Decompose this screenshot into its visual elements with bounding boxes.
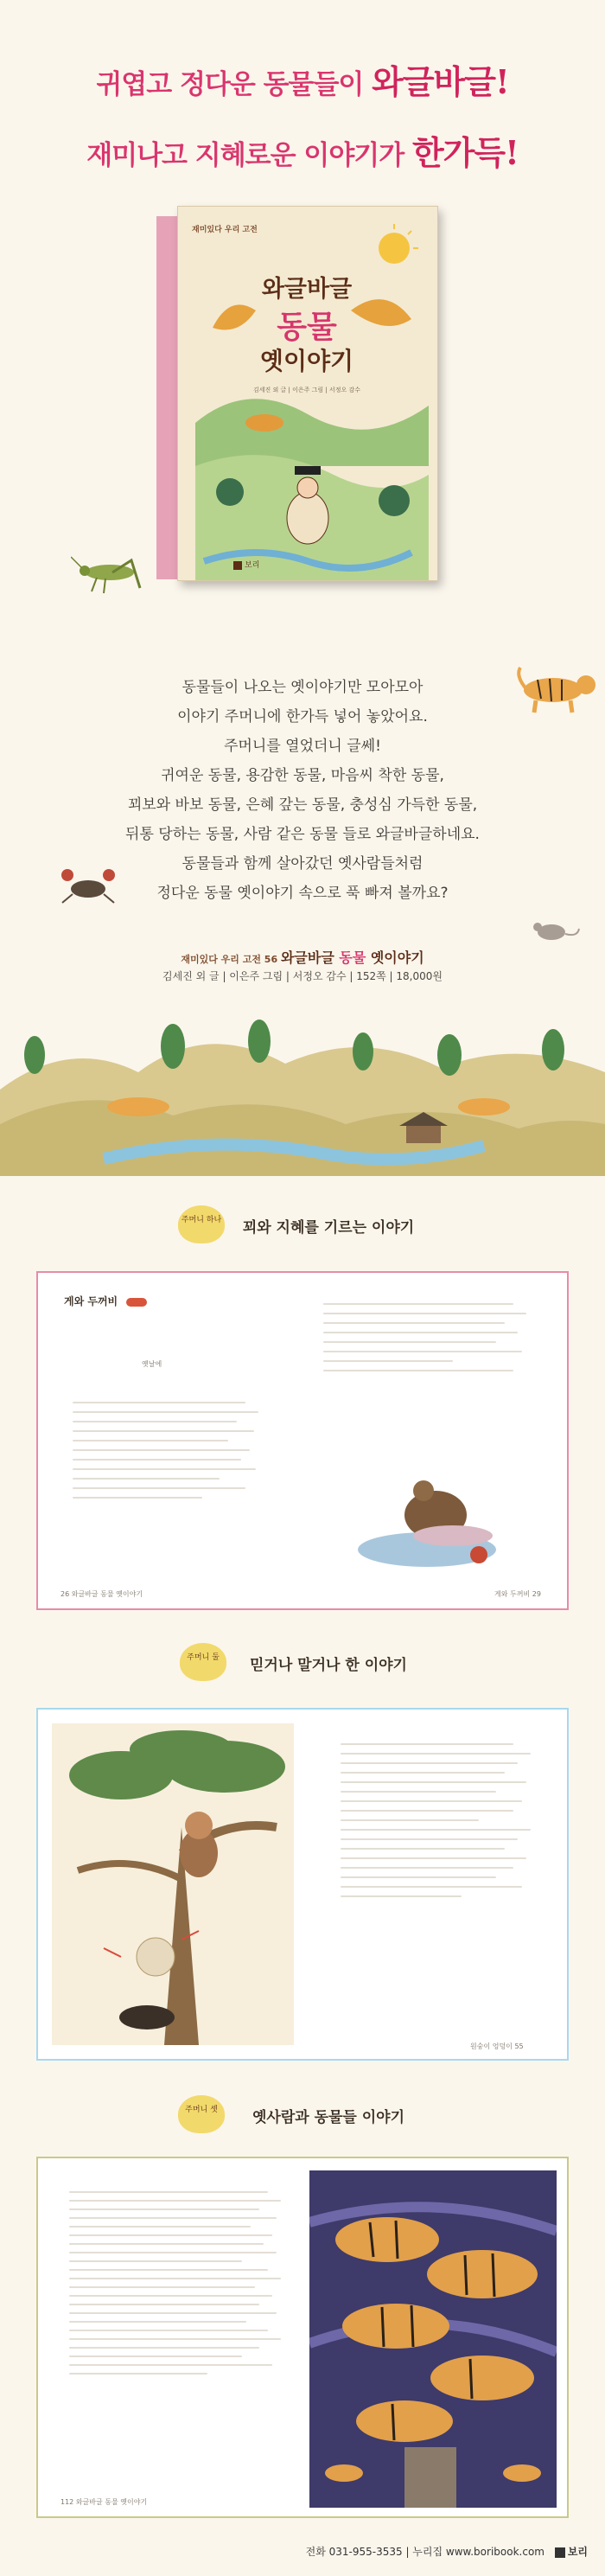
spread2-right-body (341, 1735, 548, 1905)
book-info-series: 재미있다 우리 고전 56 (181, 954, 281, 965)
publisher-logo-icon (233, 561, 242, 570)
cover-title-line3: 옛이야기 (259, 347, 354, 375)
spread3-page-left: 112 와글바글 동물 옛이야기 (60, 2498, 148, 2506)
book-info-title-a: 와글바글 (280, 949, 340, 966)
spread1-frame (36, 1271, 569, 1610)
spread3-left-body (69, 2184, 294, 2381)
spread1-page-right: 게와 두꺼비 29 (494, 1590, 541, 1598)
headline-line1 (0, 55, 605, 103)
section1-title: 꾀와 지혜를 기르는 이야기 (242, 1219, 415, 1237)
intro-line: 뒤통 당하는 동물, 사람 같은 동물 들로 와글바글하네요. (125, 826, 480, 843)
footer-contact (306, 2544, 588, 2559)
intro-line: 이야기 주머니에 한가득 넣어 놓았어요. (177, 708, 428, 725)
spread1-page-left: 26 와글바글 동물 옛이야기 (60, 1590, 143, 1598)
intro-line: 동물들이 나오는 옛이야기만 모아모아 (182, 679, 424, 696)
book-info-meta: 김세진 외 글 | 이은주 그림 | 서정오 감수 | 152쪽 | 18,000원 (162, 970, 443, 982)
section2-pouch-label: 주머니 둘 (187, 1653, 220, 1662)
book-info-title (0, 947, 605, 967)
spread2-frame (36, 1708, 569, 2061)
intro-line: 정다운 동물 옛이야기 속으로 푹 빠져 볼까요? (156, 885, 449, 902)
headline-line2-accent: 한가득! (411, 133, 519, 172)
cover-title-line2: 동물 (277, 310, 337, 345)
intro-line: 주머니를 열었더니 글쎄! (224, 738, 381, 755)
spread1-story-title-text: 게와 두꺼비 (64, 1295, 118, 1307)
spread1-left-body (73, 1394, 271, 1506)
grasshopper-illustration (71, 553, 149, 597)
mouse-illustration (529, 918, 581, 944)
landscape-illustration (0, 986, 605, 1176)
intro-line: 동물들과 함께 살아갔던 옛사람들처럼 (182, 855, 424, 873)
spread1-story-title (64, 1294, 147, 1308)
spread1-toad-illustration (349, 1446, 539, 1584)
footer-contact-text: 전화 031-955-3535 | 누리집 www.boribook.com (305, 2546, 544, 2558)
section1-pouch-label: 주머니 하나 (181, 1216, 222, 1224)
crab-icon (126, 1298, 147, 1307)
intro-text (0, 673, 605, 908)
section3-title: 옛사람과 동물들 이야기 (252, 2109, 405, 2126)
headline-line1-accent: 와글바글! (372, 62, 509, 101)
spread2-monkey-illustration (52, 1723, 294, 2045)
spread1-left-heading: 옛날에 (142, 1360, 162, 1368)
book-info-title-b: 동물 (339, 949, 366, 966)
intro-line: 귀여운 동물, 용감한 동물, 마음씨 착한 동물, (161, 767, 444, 784)
section2-title: 믿거나 말거나 한 이야기 (250, 1657, 407, 1674)
cover-publisher (233, 559, 259, 570)
cover-series-tag: 재미있다 우리 고전 (192, 226, 258, 234)
spread3-frame (36, 2157, 569, 2518)
intro-line: 꾀보와 바보 동물, 은혜 갚는 동물, 충성심 가득한 동물, (127, 796, 478, 814)
spread3-tigers-illustration (309, 2170, 557, 2508)
headline-line1-text: 귀엽고 정다운 동물들이 (96, 69, 373, 100)
section3-pouch-label: 주머니 셋 (185, 2106, 218, 2114)
bori-logo-icon (555, 2547, 565, 2558)
cover-title-line1: 와글바글 (261, 276, 353, 303)
book-spine (156, 216, 177, 579)
headline-line2-text: 재미나고 지혜로운 이야기가 (86, 140, 412, 171)
cover-credit: 김세진 외 글 | 이은주 그림 | 서정오 감수 (253, 387, 360, 393)
book-info-title-c: 옛이야기 (366, 949, 424, 966)
cover-publisher-name: 보리 (245, 561, 260, 570)
spread2-page-right: 원숭이 엉덩이 55 (470, 2042, 524, 2050)
spread1-right-body (323, 1295, 539, 1379)
headline-line2 (0, 126, 605, 174)
footer-logo-text: 보리 (567, 2546, 588, 2558)
